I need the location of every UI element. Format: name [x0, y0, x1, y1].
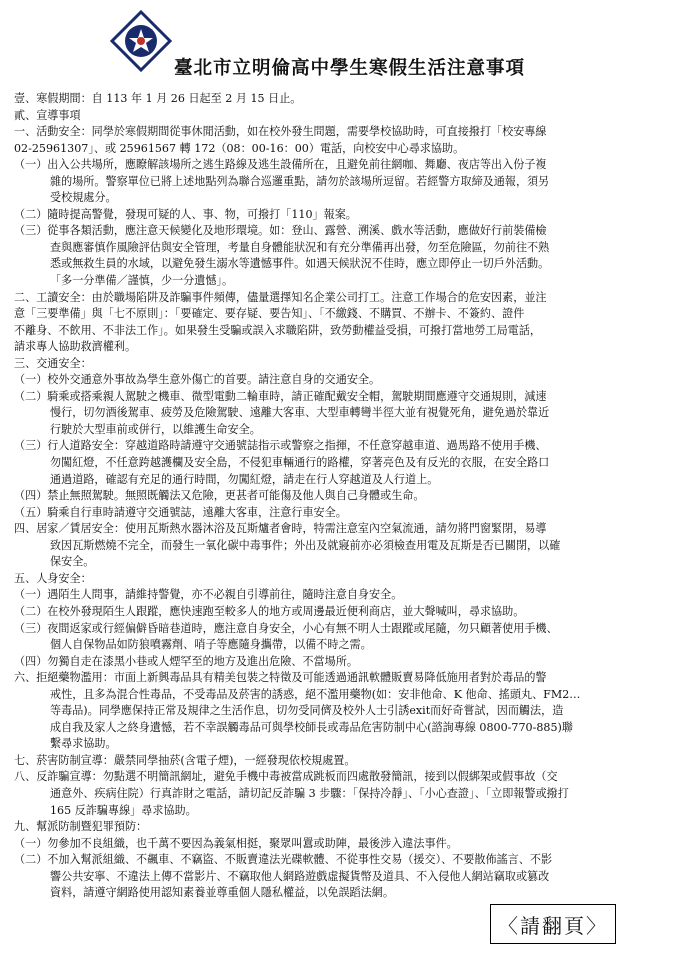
document-line: 貳、宣導事項: [14, 108, 81, 122]
document-line: （二）騎乘或搭乘親人駕駛之機車、微型電動二輪車時，請正確配戴安全帽，駕駛期間應遵守交通規則，減速: [14, 389, 547, 403]
document-line: （一）校外交通意外事故為學生意外傷亡的首要。請注意自身的交通安全。: [14, 373, 381, 387]
document-line: 繫尋求協助。: [50, 737, 117, 751]
document-line: 受校規處分。: [50, 191, 117, 205]
document-line: （一）遇陌生人問事，請維持警覺，亦不必親自引導前往，隨時注意自身安全。: [14, 588, 403, 602]
document-line: 不離身、不飲用、不非法工作」。如果發生受騙或誤入求職陷阱，致勞動權益受損，可撥打當地勞工局電話，: [14, 323, 541, 337]
document-line: （一）勿參加不良組織，也千萬不要因為義氣相挺，聚眾叫囂或助陣，最後涉入違法事件。: [14, 836, 458, 850]
document-line: 九、幫派防制暨犯罪預防：: [14, 820, 148, 834]
document-line: （二）在校外發現陌生人跟蹤，應快速跑至較多人的地方或周邊最近便利商店，並大聲喊叫，尋求協助。: [14, 604, 525, 618]
document-line: （二）不加入幫派組織、不飆車、不竊盜、不販賣違法光碟軟體、不從事性交易（援交）、不要散佈謠言、不影: [14, 853, 553, 867]
document-line: 悉或無救生員的水域，以避免發生溺水等遺憾事件。如遇天候狀況不佳時，應立即停止一切戶外活動。: [50, 257, 550, 271]
document-line: 二、工讀安全：由於職場陷阱及詐騙事件頻傳，儘量選擇知名企業公司打工。注意工作場合的危安因素，並注: [14, 290, 547, 304]
turn-page-notice: 〈請翻頁〉: [490, 904, 616, 944]
document-line: 「多一分準備／謹慎，少一分遺憾」。: [50, 274, 234, 288]
document-line: 資料，請遵守網路使用認知素養並尊重個人隱私權益，以免誤蹈法網。: [50, 886, 394, 900]
document-line: 02-25961307」、或 25961567 轉 172（08：00-16：00）電話，向校安中心尋求協助。: [14, 141, 465, 155]
document-line: 響公共安寧、不違法上傳不當影片、不竊取他人網路遊戲虛擬貨幣及道具、不入侵他人網站竊取或篡改: [50, 869, 550, 883]
document-line: 個人自保物品如防狼噴霧劑、哨子等應隨身攜帶，以備不時之需。: [50, 638, 372, 652]
document-line: 雜的場所。警察單位已將上述地點列為聯合巡邏重點，請勿於該場所逗留。若經警方取締及通報，須另: [50, 174, 550, 188]
document-line: 戒性，且多為混合性毒品，不受毒品及菸害的誘惑，絕不濫用藥物(如：安非他命、K 他命、搖頭丸、FM2…: [50, 687, 581, 701]
document-line: 七、菸害防制宣導：嚴禁同學抽菸(含電子煙)，一經發現依校規處置。: [14, 753, 356, 767]
document-line: （三）夜間返家或行經偏僻昏暗巷道時，應注意自身安全，小心有無不明人士跟蹤或尾隨，勿只顧著使用手機、: [14, 621, 558, 635]
document-line: 意「三要準備」與「七不原則」：「要確定、要存疑、要告知」、「不繳錢、不購買、不辦卡、不簽約、證件: [14, 307, 525, 321]
page-title: 臺北市立明倫高中學生寒假生活注意事項: [174, 58, 526, 79]
document-line: （四）禁止無照駕駛。無照既觸法又危險，更甚者可能傷及他人與自己身體或生命。: [14, 489, 425, 503]
document-line: 通意外、疾病住院）行真詐財之電話，請切記反詐騙 3 步驟：「保持冷靜」、「小心查證」、「立即報警或撥打: [50, 786, 569, 800]
document-line: （二）隨時提高警覺，發現可疑的人、事、物，可撥打「110」報案。: [14, 207, 357, 221]
document-line: 八、反詐騙宣導：勿點選不明簡訊網址，避免手機中毒被當成跳板而四處散發簡訊，接到以假綁架或假事故（交: [14, 770, 558, 784]
document-line: 五、人身安全：: [14, 571, 92, 585]
school-emblem-icon: [110, 10, 172, 72]
document-line: （三）從事各類活動，應注意天候變化及地形環境。如：登山、露營、溯溪、戲水等活動，應做好行前裝備檢: [14, 224, 547, 238]
document-line: 等毒品)。同學應保持正常及規律之生活作息，切勿受同儕及校外人士引誘exit而好奇嘗試，因而觸法，造: [50, 704, 564, 718]
document-line: 通過道路，確認有充足的通行時間，勿闖紅燈，請走在行人穿越道及人行道上。: [50, 472, 439, 486]
document-line: 三、交通安全：: [14, 356, 92, 370]
document-line: 一、活動安全：同學於寒假期間從事休閒活動，如在校外發生問題，需要學校協助時，可直接撥打「校安專線: [14, 125, 547, 139]
document-line: 查與應審慎作風險評估與安全管理，考量自身體能狀況和有充分準備再出發，勿至危險區，勿前往不熟: [50, 240, 550, 254]
document-line: 致因瓦斯燃燒不完全，而發生一氧化碳中毒事件；外出及就寢前亦必須檢查用電及瓦斯是否已關閉，以確: [50, 538, 561, 552]
document-line: （四）勿獨自走在漆黑小巷或人煙罕至的地方及進出危險、不當場所。: [14, 654, 358, 668]
document-line: 慢行，切勿酒後駕車、疲勞及危險駕駛、遠離大客車、大型車轉彎半徑大並有視覺死角，避免過於靠近: [50, 406, 550, 420]
document-line: 四、居家／賃居安全：使用瓦斯熱水器沐浴及瓦斯爐者會時，特需注意室內空氣流通，請勿將門窗緊閉，易導: [14, 522, 547, 536]
document-line: （一）出入公共場所，應瞭解該場所之逃生路線及逃生設備所在，且避免前往網咖、舞廳、夜店等出入份子複: [14, 158, 547, 172]
document-body: [14, 91, 660, 902]
document-line: 行駛於大型車前或併行，以維護生命安全。: [50, 422, 261, 436]
document-line: 請求專人協助救濟權利。: [14, 340, 137, 354]
document-line: 保安全。: [50, 555, 95, 569]
header: [18, 10, 658, 80]
document-line: 勿闖紅燈，不任意跨越護欄及安全島，不侵犯車輛通行的路權，穿著亮色及有反光的衣服，在安全路口: [50, 456, 550, 470]
document-line: （三）行人道路安全：穿越道路時請遵守交通號誌指示或警察之指揮，不任意穿越車道、過馬路不使用手機、: [14, 439, 547, 453]
document-line: （五）騎乘自行車時請遵守交通號誌，遠離大客車，注意行車安全。: [14, 505, 347, 519]
document-line: 成自我及家人之終身遺憾，若不幸誤觸毒品可與學校師長或毒品危害防制中心(諮詢專線 0800-770-885)聯: [50, 720, 573, 734]
document-line: 165 反詐騙專線」尋求協助。: [50, 803, 197, 817]
document-line: 六、拒絕藥物濫用：市面上新興毒品具有精美包裝之特徵及可能透過通訊軟體販賣易降低施用者對於毒品的警: [14, 671, 547, 685]
document-line: 壹、寒假期間：自 113 年 1 月 26 日起至 2 月 15 日止。: [14, 92, 302, 105]
